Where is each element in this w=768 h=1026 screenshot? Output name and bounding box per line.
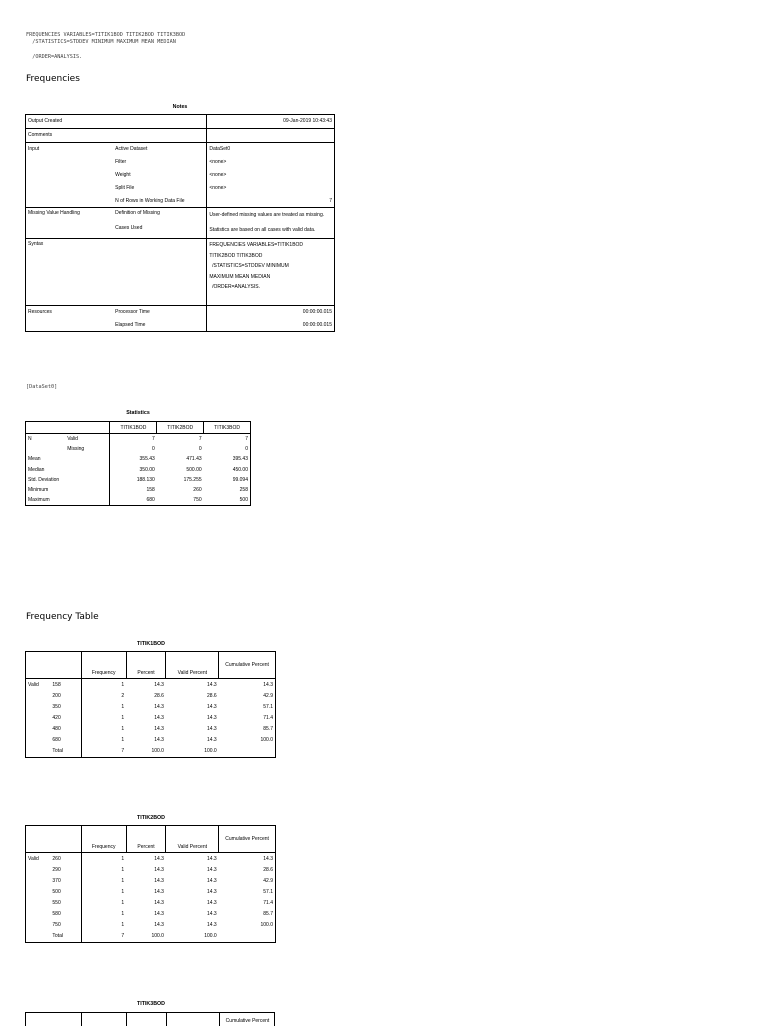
- column-header: Cumulative Percent: [219, 826, 276, 853]
- syntax-line: MAXIMUM MEAN MEDIAN: [209, 273, 271, 280]
- row-label: Maximum: [26, 495, 110, 506]
- table-row: [26, 223, 335, 238]
- row-sublabel: Filter: [115, 159, 127, 166]
- row-sublabel: Active Dataset: [115, 146, 148, 153]
- cell-value: 14.3: [206, 703, 217, 710]
- row-label: Output Created: [26, 115, 207, 129]
- cell-value: 100.0: [219, 734, 276, 745]
- table-row: [26, 194, 335, 207]
- cell-value: 14.3: [206, 877, 217, 884]
- notes-caption: Notes: [172, 104, 188, 110]
- row-sublabel: Processor Time: [115, 308, 150, 315]
- syntax-line: /ORDER=ANALYSIS.: [26, 54, 83, 60]
- table-row: [26, 208, 335, 223]
- cell-value: 7: [81, 746, 126, 758]
- table-row: [26, 318, 335, 331]
- cell-value: User-defined missing values are treated as missing.: [207, 208, 335, 223]
- syntax-line: TITIK2BOD TITIK3BOD: [209, 252, 263, 259]
- row-sublabel: Definition of Missing: [115, 210, 160, 217]
- cell-value: 00:00:00.015: [207, 318, 335, 331]
- row-value: 200: [52, 692, 61, 699]
- cell-value: 350.00: [110, 465, 157, 475]
- freq-table-caption: TITIK3BOD: [137, 1001, 165, 1007]
- table-row: [26, 305, 335, 318]
- cell-value: 09-Jan-2019 10:43:43: [207, 115, 335, 129]
- cell-value: 258: [204, 485, 251, 495]
- cell-value: 71.4: [219, 712, 276, 723]
- cell-value: 1: [81, 897, 126, 908]
- column-header: Frequency: [81, 652, 126, 679]
- table-row: [26, 864, 276, 875]
- table-header-row: [26, 652, 276, 679]
- cell-value: 1: [81, 701, 126, 712]
- freq-table-caption: TITIK2BOD: [137, 815, 165, 821]
- cell-value: 14.3: [154, 899, 164, 906]
- row-value: 680: [52, 737, 61, 744]
- column-header: TITIK1BOD: [110, 422, 157, 434]
- freq-table-caption: TITIK1BOD: [137, 641, 165, 647]
- table-row: [26, 908, 276, 919]
- table-row: [26, 156, 335, 169]
- cell-value: 7: [81, 931, 126, 943]
- cell-value: 450.00: [204, 465, 251, 475]
- table-row: [26, 434, 251, 445]
- cell-value: 14.3: [154, 922, 164, 929]
- row-value: 750: [52, 922, 61, 929]
- cell-value: 57.1: [219, 886, 276, 897]
- table-row: [26, 181, 335, 194]
- cell-value: 1: [81, 723, 126, 734]
- table-row: [26, 475, 251, 485]
- row-label: Comments: [26, 128, 207, 142]
- frequencies-heading: Frequencies: [26, 74, 80, 84]
- row-label: Syntax: [26, 239, 207, 306]
- syntax-block: [26, 32, 185, 45]
- cell-value: 500.00: [186, 466, 202, 473]
- cell-value: 14.3: [206, 681, 217, 688]
- row-sublabel: Missing: [67, 446, 85, 453]
- cell-value: 2: [81, 690, 126, 701]
- cell-value: <none>: [207, 156, 335, 169]
- cell-value: 14.3: [206, 725, 217, 732]
- cell-value: 14.3: [219, 853, 276, 865]
- table-row: [26, 679, 276, 691]
- table-row: [26, 853, 276, 865]
- row-value: 550: [52, 899, 61, 906]
- frequency-table-heading: Frequency Table: [26, 612, 99, 622]
- row-label: Missing Value Handling: [26, 208, 114, 223]
- cell-value: 1: [81, 679, 126, 691]
- cell-value: 14.3: [206, 911, 217, 918]
- cell-value: 1: [81, 864, 126, 875]
- cell-value: 355.43: [110, 454, 157, 464]
- cell-value: 7: [110, 434, 157, 445]
- notes-table: [25, 114, 335, 332]
- table-row: [26, 495, 251, 506]
- cell-value: 260: [193, 487, 202, 494]
- cell-value: 1: [81, 712, 126, 723]
- table-row: [26, 454, 251, 464]
- row-value: 350: [52, 703, 61, 710]
- cell-value: 14.3: [154, 703, 164, 710]
- table-row-total: [26, 931, 276, 943]
- row-label: N: [26, 434, 66, 445]
- table-row: [26, 723, 276, 734]
- row-value: 420: [52, 714, 61, 721]
- cell-value: 14.3: [219, 679, 276, 691]
- table-row: [26, 734, 276, 745]
- table-row: [26, 690, 276, 701]
- cell-value: 100.0: [166, 931, 219, 943]
- cell-value: 1: [81, 908, 126, 919]
- cell-value: 680: [110, 495, 157, 506]
- table-row: [26, 465, 251, 475]
- table-row: [26, 897, 276, 908]
- cell-value: DataSet0: [207, 142, 335, 155]
- cell-value: 28.6: [154, 692, 164, 699]
- syntax-line: /STATISTICS=STDDEV MINIMUM: [209, 263, 289, 270]
- cell-value: Statistics are based on all cases with valid data.: [207, 223, 335, 238]
- cell-value: 100.0: [126, 746, 166, 758]
- cell-value: 0: [198, 446, 202, 453]
- row-sublabel: Elapsed Time: [113, 318, 207, 331]
- cell-value: 14.3: [154, 888, 164, 895]
- cell-value: 1: [81, 853, 126, 865]
- dataset-label: [DataSet0]: [26, 384, 58, 390]
- row-label: Valid: [26, 679, 51, 691]
- cell-value: 57.1: [219, 701, 276, 712]
- column-header: TITIK3BOD: [204, 422, 251, 434]
- table-row: [26, 115, 335, 129]
- table-row: [26, 239, 335, 306]
- row-sublabel: Weight: [115, 172, 131, 178]
- row-value: 290: [52, 866, 61, 873]
- syntax-block-end: [26, 54, 82, 61]
- syntax-line: FREQUENCIES VARIABLES=TITIK1BOD TITIK2BOD TITIK3BOD: [26, 32, 186, 38]
- row-value: Total: [50, 931, 81, 943]
- cell-value: 1: [81, 886, 126, 897]
- row-sublabel: N of Rows in Working Data File: [113, 194, 207, 207]
- cell-value: 500: [204, 495, 251, 506]
- column-header: Percent: [126, 652, 166, 679]
- table-row: [26, 875, 276, 886]
- row-label: Resources: [26, 305, 114, 318]
- table-row-total: [26, 746, 276, 758]
- row-label: Input: [26, 142, 114, 155]
- column-header: Cumulative Percent: [219, 652, 276, 679]
- column-header: Percent: [126, 826, 166, 853]
- column-header: TITIK2BOD: [157, 422, 204, 434]
- syntax-line: FREQUENCIES VARIABLES=TITIK1BOD: [209, 242, 304, 249]
- cell-value: 71.4: [219, 897, 276, 908]
- cell-value: 175.255: [183, 476, 202, 483]
- cell-value: 14.3: [206, 737, 217, 744]
- row-value: Total: [50, 746, 81, 758]
- row-value: 260: [52, 855, 61, 862]
- table-row: [26, 701, 276, 712]
- statistics-caption: Statistics: [126, 410, 150, 416]
- cell-value: 1: [81, 920, 126, 931]
- cell-value: 471.43: [186, 456, 202, 463]
- table-header-row: [26, 422, 251, 434]
- column-header: Frequency: [81, 826, 126, 853]
- row-label: Median: [26, 465, 110, 475]
- cell-value: 99.094: [204, 475, 251, 485]
- cell-value: 100.0: [126, 931, 166, 943]
- freq-table-titik2bod: [25, 825, 276, 943]
- statistics-table: [25, 421, 251, 506]
- cell-value: 14.3: [154, 911, 164, 918]
- cell-value: 0: [204, 444, 251, 454]
- cell-value: 395.43: [204, 454, 251, 464]
- syntax-line: /STATISTICS=STDDEV MINIMUM MAXIMUM MEAN MEDIAN: [26, 38, 176, 45]
- cell-value: 100.0: [166, 746, 219, 758]
- column-header: Valid Percent: [166, 652, 219, 679]
- cell-value: 14.3: [154, 877, 164, 884]
- table-row: [26, 886, 276, 897]
- table-row: [26, 142, 335, 155]
- row-sublabel: Split File: [115, 184, 135, 191]
- cell-value: 42.9: [219, 875, 276, 886]
- cell-value: 14.3: [206, 922, 217, 929]
- cell-value: 14.3: [206, 855, 217, 862]
- table-header-row: [26, 826, 276, 853]
- cell-value: 7: [204, 434, 251, 445]
- cell-value: 85.7: [219, 723, 276, 734]
- row-value: 500: [52, 888, 61, 895]
- cell-value: 188.130: [110, 475, 157, 485]
- row-value: 370: [52, 877, 61, 884]
- cell-value: 158: [110, 485, 157, 495]
- cell-value: 14.3: [206, 888, 217, 895]
- cell-value: 1: [81, 734, 126, 745]
- cell-value: 14.3: [154, 866, 164, 873]
- syntax-line: /ORDER=ANALYSIS.: [209, 284, 260, 291]
- cell-value: 00:00:00.015: [207, 305, 335, 318]
- cell-value: 7: [207, 194, 335, 207]
- cell-value: 14.3: [206, 899, 217, 906]
- row-label: [26, 444, 66, 454]
- cell-value: 14.3: [206, 866, 217, 873]
- cell-value: 14.3: [154, 855, 164, 862]
- cell-value: 42.9: [219, 690, 276, 701]
- cell-value: 14.3: [154, 737, 164, 744]
- cell-value: [207, 128, 335, 142]
- row-value: 580: [52, 911, 61, 918]
- column-header: Cumulative Percent: [225, 1018, 270, 1024]
- table-row: [26, 444, 251, 454]
- row-sublabel: Cases Used: [113, 223, 207, 238]
- row-label: Mean: [26, 454, 110, 464]
- cell-value: 100.0: [219, 920, 276, 931]
- cell-value: 14.3: [154, 725, 164, 732]
- row-value: 480: [52, 725, 61, 732]
- row-label: Std. Deviation: [26, 475, 110, 485]
- table-row: [26, 169, 335, 182]
- cell-value: 14.3: [206, 714, 217, 721]
- cell-value: 14.3: [154, 681, 164, 688]
- cell-value: 28.6: [219, 864, 276, 875]
- cell-value: 28.6: [206, 692, 217, 699]
- freq-table-titik1bod: [25, 651, 276, 758]
- table-row: [26, 712, 276, 723]
- cell-value: 7: [198, 436, 202, 443]
- cell-value: 750: [157, 495, 204, 506]
- cell-value: 14.3: [154, 714, 164, 721]
- cell-value: 1: [81, 875, 126, 886]
- cell-value: 85.7: [219, 908, 276, 919]
- syntax-cell: [207, 239, 335, 306]
- row-sublabel: Valid: [67, 436, 78, 443]
- column-header: Valid Percent: [166, 826, 219, 853]
- row-value: 158: [52, 681, 61, 688]
- table-row: [26, 920, 276, 931]
- table-row: [26, 485, 251, 495]
- cell-value: <none>: [207, 181, 335, 194]
- table-row: [26, 128, 335, 142]
- row-label: Minimum: [26, 485, 110, 495]
- row-label: Valid: [26, 853, 51, 865]
- cell-value: <none>: [207, 169, 335, 182]
- cell-value: 0: [110, 444, 157, 454]
